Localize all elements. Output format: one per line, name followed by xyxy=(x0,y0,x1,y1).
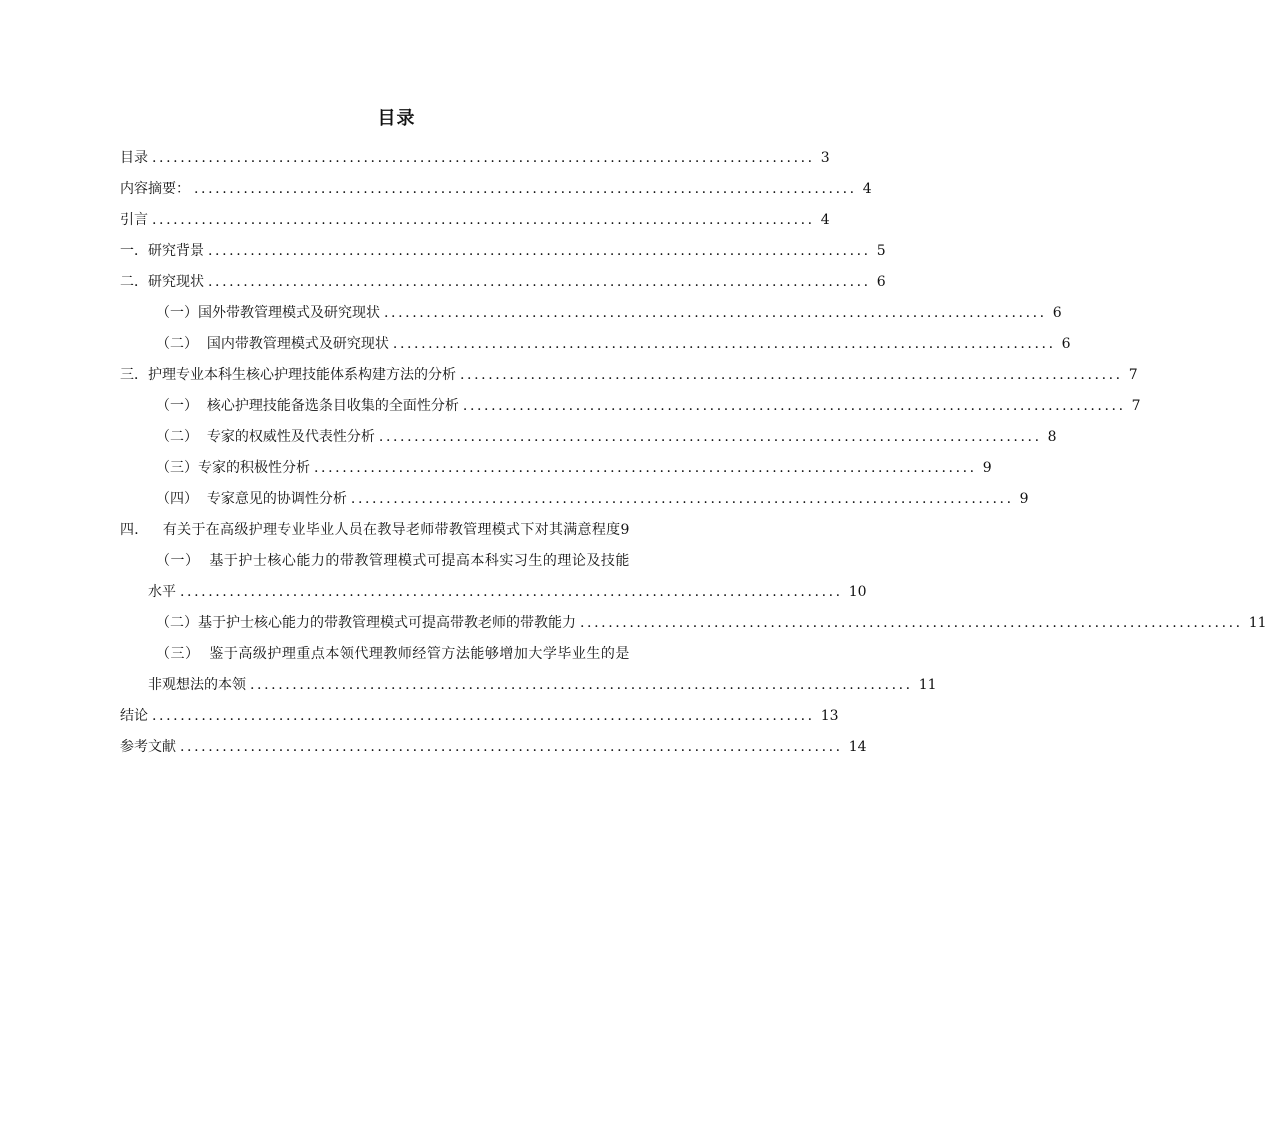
toc-entry-title: 二．研究现状 xyxy=(120,274,204,290)
toc-entry-title: 三．护理专业本科生核心护理技能体系构建方法的分析 xyxy=(120,367,456,383)
dot-leader: .............................................................................................. xyxy=(152,150,815,166)
toc-entry-title: 非观想法的本领 xyxy=(148,677,246,693)
toc-entry-page: 3 xyxy=(820,150,830,166)
toc-entry[interactable] xyxy=(120,391,1141,422)
toc-entry-page: 4 xyxy=(862,181,872,197)
toc-entry-page: 4 xyxy=(820,212,830,228)
toc-entry-title: （一）国外带教管理模式及研究现状 xyxy=(156,305,380,321)
toc-entry-title: （二） 专家的权威性及代表性分析 xyxy=(156,429,375,445)
toc-entry[interactable] xyxy=(120,174,872,205)
dot-leader: .............................................................................................. xyxy=(152,212,815,228)
table-of-contents xyxy=(120,143,1267,763)
toc-entry-page: 11 xyxy=(918,677,937,693)
toc-entry[interactable] xyxy=(120,453,992,484)
toc-entry-title: 四． 有关于在高级护理专业毕业人员在教导老师带教管理模式下对其满意程度 xyxy=(120,522,621,538)
toc-entry-page: 7 xyxy=(1128,367,1138,383)
toc-entry-title: （三） 鉴于高级护理重点本领代理教师经管方法能够增加大学毕业生的是 xyxy=(156,646,630,662)
toc-entry-title: 结论 xyxy=(120,708,148,724)
toc-entry-page: 9 xyxy=(982,460,992,476)
toc-entry[interactable] xyxy=(120,515,675,546)
toc-entry-page: 6 xyxy=(876,274,886,290)
toc-entry[interactable] xyxy=(120,546,675,577)
dot-leader: .............................................................................................. xyxy=(580,615,1243,631)
dot-leader: .............................................................................................. xyxy=(384,305,1047,321)
toc-entry-page: 9 xyxy=(1019,491,1029,507)
toc-entry[interactable] xyxy=(120,639,675,670)
toc-entry-title: （二）基于护士核心能力的带教管理模式可提高带教老师的带教能力 xyxy=(156,615,576,631)
dot-leader: .............................................................................................. xyxy=(460,367,1123,383)
toc-entry-title: （一） 核心护理技能备选条目收集的全面性分析 xyxy=(156,398,459,414)
toc-entry-page: 6 xyxy=(1061,336,1071,352)
toc-entry[interactable] xyxy=(120,422,1057,453)
dot-leader: .............................................................................................. xyxy=(208,274,871,290)
toc-entry[interactable] xyxy=(120,360,1138,391)
toc-entry-title: 水平 xyxy=(148,584,176,600)
toc-entry[interactable] xyxy=(120,484,1029,515)
toc-entry[interactable] xyxy=(120,267,886,298)
toc-entry-continuation[interactable] xyxy=(120,670,937,701)
dot-leader: .............................................................................................. xyxy=(152,708,815,724)
toc-entry-page: 10 xyxy=(848,584,867,600)
dot-leader: .............................................................................................. xyxy=(462,398,1126,414)
toc-entry-title: 参考文献 xyxy=(120,739,176,755)
dot-leader: .............................................................................................. xyxy=(194,181,857,197)
toc-heading: 目录 xyxy=(377,108,416,129)
toc-entry-title: 引言 xyxy=(120,212,148,228)
toc-entry-title: 一．研究背景 xyxy=(120,243,204,259)
toc-entry-page: 5 xyxy=(876,243,886,259)
toc-entry-title: 内容摘要： xyxy=(120,181,190,197)
toc-entry-page: 6 xyxy=(1052,305,1062,321)
toc-entry-page: 11 xyxy=(1248,615,1267,631)
toc-entry-page: 13 xyxy=(820,708,839,724)
toc-entry[interactable] xyxy=(120,205,830,236)
dot-leader: .............................................................................................. xyxy=(180,584,843,600)
dot-leader: .............................................................................................. xyxy=(180,739,843,755)
dot-leader: .............................................................................................. xyxy=(314,460,977,476)
toc-entry-continuation[interactable] xyxy=(120,577,867,608)
toc-entry[interactable] xyxy=(120,298,1062,329)
toc-entry[interactable] xyxy=(120,329,1071,360)
toc-entry[interactable] xyxy=(120,701,839,732)
dot-leader: .............................................................................................. xyxy=(250,677,913,693)
toc-entry-page: 9 xyxy=(620,522,630,538)
toc-entry[interactable] xyxy=(120,608,1267,639)
dot-leader: .............................................................................................. xyxy=(392,336,1056,352)
dot-leader: .............................................................................................. xyxy=(350,491,1014,507)
toc-entry-title: （四） 专家意见的协调性分析 xyxy=(156,491,347,507)
toc-entry[interactable] xyxy=(120,732,867,763)
toc-entry-page: 14 xyxy=(848,739,867,755)
toc-entry-title: （二） 国内带教管理模式及研究现状 xyxy=(156,336,389,352)
toc-entry-title: （一） 基于护士核心能力的带教管理模式可提高本科实习生的理论及技能 xyxy=(156,553,630,569)
dot-leader: .............................................................................................. xyxy=(208,243,871,259)
toc-entry-title: 目录 xyxy=(120,150,148,166)
dot-leader: .............................................................................................. xyxy=(378,429,1042,445)
toc-entry-title: （三）专家的积极性分析 xyxy=(156,460,310,476)
toc-entry[interactable] xyxy=(120,143,830,174)
toc-entry[interactable] xyxy=(120,236,886,267)
toc-entry-page: 7 xyxy=(1131,398,1141,414)
toc-entry-page: 8 xyxy=(1047,429,1057,445)
